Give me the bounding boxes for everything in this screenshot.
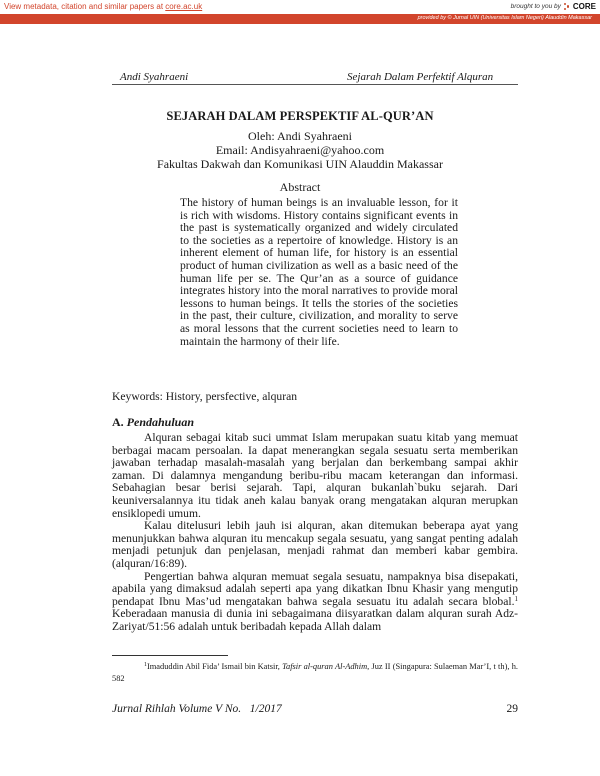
author-name: Oleh: Andi Syahraeni — [248, 129, 352, 143]
paper-title: SEJARAH DALAM PERSPEKTIF AL-QUR’AN — [166, 109, 434, 123]
paragraph-3-rest: Keberadaan manusia di dunia ini sebagaimana diisyaratkan dalam alquran surah Adz-Zariyat/51:56 adalah untuk beribadah kepada Allah dalam — [112, 607, 518, 633]
section-number: A. — [112, 415, 124, 429]
running-header-author: Andi Syahraeni — [120, 71, 189, 83]
footnote-book-title: Tafsir al-quran Al-Adhim — [282, 662, 368, 671]
core-banner — [0, 0, 600, 14]
core-link-prefix: View metadata, citation and similar papers at — [4, 2, 166, 11]
keywords: Keywords: History, persfective, alquran — [112, 390, 298, 403]
paragraph-3 — [112, 571, 518, 634]
author-affiliation: Fakultas Dakwah dan Komunikasi UIN Alauddin Makassar — [157, 157, 443, 171]
core-logo[interactable] — [564, 2, 596, 11]
core-logo-text: CORE — [572, 2, 596, 11]
provided-by-text[interactable]: provided by © Jurnal UIN (Universitas Islam Negeri) Alauddin Makassar — [417, 15, 592, 21]
section-title: Pendahuluan — [126, 415, 195, 429]
author-block — [0, 129, 600, 171]
journal-footer: Jurnal Rihlah Volume V No. 1/2017 — [112, 703, 282, 715]
paragraph-1: Alquran sebagai kitab suci ummat Islam merupakan suatu kitab yang memuat berbagai macam persoalan. Ia dapat menerangkan segala sesuatu serta memberikan jawaban terhadap masalah-masalah yang berjalan dan berkembang sampai akhir zaman. Di dalamnya mengandung beribu-ribu macam keterangan dan informasi. Sebahagian besar berisi sejarah. Tapi, alquran bukanlah`buku sejarah. Dari keuniversalannya itu tidak aneh kalau banyak orang mengatakan alquran merupkan ensiklopedi umum. — [112, 431, 518, 520]
section-heading — [112, 415, 194, 430]
header-rule — [112, 84, 518, 85]
brought-by-label: brought to you by — [510, 3, 561, 10]
abstract-heading: Abstract — [279, 180, 321, 194]
footnote-text-end: , Juz II (Singapura: Sulaeman Mar’I, t th), h. 582 — [112, 662, 518, 683]
core-provided-by-bar — [0, 14, 600, 24]
author-email: Email: Andisyahraeni@yahoo.com — [215, 143, 385, 157]
footnote-rule — [112, 655, 228, 656]
core-brought-by[interactable] — [511, 2, 596, 11]
footnote-ref[interactable]: 1 — [514, 594, 518, 603]
core-metadata-link[interactable] — [4, 2, 202, 11]
section-body — [112, 432, 518, 634]
footnote-text-start: Imaduddin Abil Fida’ Ismail bin Katsir, — [147, 662, 283, 671]
abstract-text: The history of human beings is an invaluable lesson, for it is rich with wisdoms. History contains significant events in the past is systematically organized and widely circulated to the societies as a repertoire of knowledge. History is an inherent element of human life, for history is an essential product of human civilization as well as a basic need of the human life per se. The Qur’an as a source of guidance integrates history into the moral narratives to provide moral lessons to human beings. It tells the stories of the societies in the past, their culture, civilization, and morality to serve as moral lessons that the current societies need to learn to maintain the harmony of their life. — [180, 196, 458, 348]
footnote-mark: 1 — [144, 662, 147, 668]
paragraph-2: Kalau ditelusuri lebih jauh isi alquran, akan ditemukan beberapa ayat yang menunjukkan bahwa alquran itu mencakup segala sesuatu, yang sangat penting adalah menjadi petunjuk dan penjelasan, menjadi rahmat dan memberi kabar gembira. (alquran/16:89). — [112, 519, 518, 570]
paragraph-3-start: Pengertian bahwa alquran memuat segala sesuatu, nampaknya bisa disepakati, apabila yang dimaksud adalah seperti apa yang dikatkan Ibnu Khasir yang mengutip pendapat Ibnu Mas’ud mengatakan bahwa segala sesuatu itu adalah secara blobal. — [112, 569, 518, 608]
page-number: 29 — [506, 703, 518, 715]
core-ac-uk-link[interactable]: core.ac.uk — [165, 2, 203, 11]
running-header-title: Sejarah Dalam Perfektif Alquran — [347, 71, 494, 83]
footnote — [112, 661, 518, 685]
core-logo-icon — [564, 3, 572, 11]
